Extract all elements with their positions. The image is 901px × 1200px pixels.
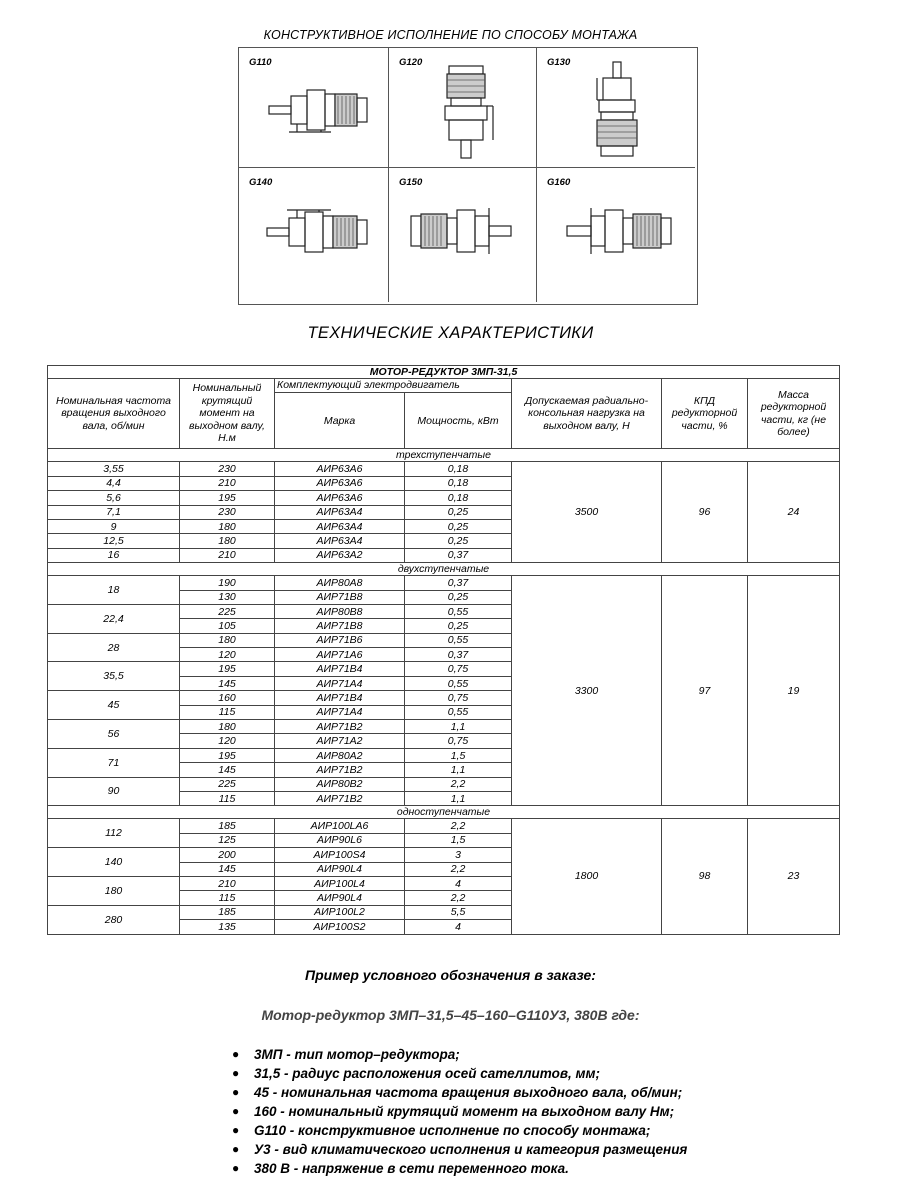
torque-cell: 210 [180,548,275,562]
torque-cell: 160 [180,691,275,705]
motor-power-cell: 0,55 [405,705,512,719]
motor-brand-cell: АИР63А4 [275,534,405,548]
motor-brand-cell: АИР71А6 [275,648,405,662]
gearmotor-shaft-up-icon [537,48,695,168]
stage-label: трехступенчатые [48,449,840,462]
motor-brand-cell: АИР71В2 [275,720,405,734]
header-mass: Масса редукторной части, кг (не более) [748,379,840,449]
motor-power-cell: 0,25 [405,505,512,519]
torque-cell: 145 [180,676,275,690]
header-brand: Марка [275,393,405,449]
motor-brand-cell: АИР90L6 [275,833,405,847]
torque-cell: 145 [180,763,275,777]
variant-code: G140 [249,177,273,188]
stage-label: одноступенчатые [48,806,840,819]
motor-power-cell: 0,75 [405,662,512,676]
motor-power-cell: 0,37 [405,576,512,590]
motor-power-cell: 0,37 [405,548,512,562]
stage-row [48,806,840,819]
torque-cell: 185 [180,819,275,833]
mounting-variant-g150 [389,168,537,302]
motor-power-cell: 0,55 [405,676,512,690]
motor-brand-cell: АИР71А4 [275,705,405,719]
motor-power-cell: 0,25 [405,590,512,604]
bullet-icon: ● [232,1104,240,1118]
gearmotor-foot-mount-icon [239,48,389,168]
motor-brand-cell: АИР100S2 [275,920,405,934]
motor-brand-cell: АИР63А2 [275,548,405,562]
legend-item: ● 380 В - напряжение в сети переменного тока. [232,1161,569,1176]
tech-title: ТЕХНИЧЕСКИЕ ХАРАКТЕРИСТИКИ [307,324,594,342]
freq-cell: 22,4 [48,604,180,633]
torque-cell: 180 [180,534,275,548]
load-cell: 3500 [512,462,662,563]
motor-power-cell: 5,5 [405,905,512,919]
table-title: МОТОР-РЕДУКТОР 3МП-31,5 [48,366,840,379]
variant-code: G160 [547,177,571,188]
table-row [48,819,840,833]
bullet-icon: ● [232,1047,240,1061]
header-torque: Номинальный крутящий момент на выходном валу, Н.м [180,379,275,449]
torque-cell: 230 [180,462,275,476]
torque-cell: 120 [180,734,275,748]
variant-code: G120 [399,57,423,68]
bullet-icon: ● [232,1123,240,1137]
motor-power-cell: 0,25 [405,619,512,633]
motor-brand-cell: АИР100L4 [275,876,405,890]
motor-brand-cell: АИР71В8 [275,619,405,633]
motor-power-cell: 0,25 [405,534,512,548]
motor-brand-cell: АИР80В2 [275,777,405,791]
gearmotor-shaft-down-icon [389,48,537,168]
freq-cell: 180 [48,876,180,905]
torque-cell: 225 [180,604,275,618]
motor-brand-cell: АИР100LА6 [275,819,405,833]
motor-power-cell: 0,75 [405,734,512,748]
motor-brand-cell: АИР71В2 [275,763,405,777]
motor-brand-cell: АИР63А6 [275,462,405,476]
stage-row [48,563,840,576]
torque-cell: 125 [180,833,275,847]
motor-power-cell: 0,18 [405,462,512,476]
torque-cell: 180 [180,633,275,647]
torque-cell: 200 [180,848,275,862]
motor-brand-cell: АИР71В2 [275,791,405,805]
header-motor: Комплектующий электродвигатель [275,379,512,393]
mass-cell: 19 [748,576,840,806]
torque-cell: 195 [180,662,275,676]
motor-power-cell: 1,5 [405,833,512,847]
legend-item: ● 160 - номинальный крутящий момент на выходном валу Нм; [232,1104,675,1119]
motor-brand-cell: АИР71А2 [275,734,405,748]
efficiency-cell: 97 [662,576,748,806]
torque-cell: 210 [180,476,275,490]
freq-cell: 7,1 [48,505,180,519]
motor-power-cell: 1,5 [405,748,512,762]
torque-cell: 120 [180,648,275,662]
torque-cell: 185 [180,905,275,919]
variant-code: G130 [547,57,571,68]
gearmotor-foot-mount-icon [239,168,389,302]
spec-table [47,365,840,935]
freq-cell: 5,6 [48,491,180,505]
motor-power-cell: 0,55 [405,633,512,647]
bullet-icon: ● [232,1066,240,1080]
legend-item: ● 31,5 - радиус расположения осей сателлитов, мм; [232,1066,600,1081]
torque-cell: 105 [180,619,275,633]
load-cell: 3300 [512,576,662,806]
torque-cell: 195 [180,491,275,505]
freq-cell: 4,4 [48,476,180,490]
bullet-icon: ● [232,1085,240,1099]
motor-power-cell: 2,2 [405,819,512,833]
legend-item: ● 45 - номинальная частота вращения выходного вала, об/мин; [232,1085,683,1100]
motor-brand-cell: АИР100L2 [275,905,405,919]
motor-power-cell: 0,25 [405,519,512,533]
mounting-variant-g130 [537,48,695,168]
motor-power-cell: 0,55 [405,604,512,618]
motor-brand-cell: АИР71А4 [275,676,405,690]
freq-cell: 28 [48,633,180,662]
header-freq: Номинальная частота вращения выходного вала, об/мин [48,379,180,449]
legend-item: ● 3МП - тип мотор–редуктора; [232,1047,460,1062]
header-eff: КПД редукторной части, % [662,379,748,449]
mass-cell: 23 [748,819,840,934]
motor-power-cell: 3 [405,848,512,862]
torque-cell: 115 [180,705,275,719]
variant-code: G110 [249,57,272,68]
header-load: Допускаемая радиально-консольная нагрузка на выходном валу, Н [512,379,662,449]
motor-brand-cell: АИР100S4 [275,848,405,862]
order-example: Мотор-редуктор 3МП–31,5–45–160–G110У3, 380В где: [261,1007,640,1023]
freq-cell: 45 [48,691,180,720]
torque-cell: 195 [180,748,275,762]
stage-label: двухступенчатые [48,563,840,576]
variant-code: G150 [399,177,423,188]
freq-cell: 140 [48,848,180,877]
torque-cell: 190 [180,576,275,590]
motor-power-cell: 2,2 [405,862,512,876]
motor-brand-cell: АИР63А4 [275,505,405,519]
mounting-variant-g160 [537,168,695,302]
freq-cell: 90 [48,777,180,806]
torque-cell: 180 [180,519,275,533]
mounting-title: КОНСТРУКТИВНОЕ ИСПОЛНЕНИЕ ПО СПОСОБУ МОНТАЖА [263,28,638,42]
order-title: Пример условного обозначения в заказе: [305,967,596,983]
mounting-variant-g110 [239,48,389,168]
legend-item: ● У3 - вид климатического исполнения и категория размещения [232,1142,688,1157]
motor-brand-cell: АИР80А8 [275,576,405,590]
motor-brand-cell: АИР71В4 [275,662,405,676]
mounting-variants-grid [238,47,698,305]
torque-cell: 115 [180,791,275,805]
torque-cell: 130 [180,590,275,604]
motor-brand-cell: АИР90L4 [275,862,405,876]
torque-cell: 210 [180,876,275,890]
table-row [48,576,840,590]
torque-cell: 135 [180,920,275,934]
freq-cell: 35,5 [48,662,180,691]
motor-brand-cell: АИР80В8 [275,604,405,618]
mass-cell: 24 [748,462,840,563]
gearmotor-flange-shaft-right-icon [389,168,537,302]
stage-row [48,449,840,462]
designation-legend [232,1045,687,1178]
torque-cell: 225 [180,777,275,791]
freq-cell: 112 [48,819,180,848]
motor-brand-cell: АИР71В4 [275,691,405,705]
torque-cell: 115 [180,891,275,905]
load-cell: 1800 [512,819,662,934]
motor-brand-cell: АИР71В6 [275,633,405,647]
motor-power-cell: 2,2 [405,777,512,791]
gearmotor-flange-shaft-left-icon [537,168,695,302]
freq-cell: 3,55 [48,462,180,476]
motor-brand-cell: АИР63А6 [275,491,405,505]
freq-cell: 9 [48,519,180,533]
spec-table-body [48,449,840,934]
motor-power-cell: 1,1 [405,763,512,777]
freq-cell: 12,5 [48,534,180,548]
motor-power-cell: 0,75 [405,691,512,705]
torque-cell: 180 [180,720,275,734]
bullet-icon: ● [232,1142,240,1156]
motor-power-cell: 2,2 [405,891,512,905]
mounting-variant-g120 [389,48,537,168]
freq-cell: 18 [48,576,180,605]
motor-brand-cell: АИР63А6 [275,476,405,490]
motor-power-cell: 0,18 [405,476,512,490]
motor-power-cell: 0,37 [405,648,512,662]
motor-power-cell: 0,18 [405,491,512,505]
motor-brand-cell: АИР71В8 [275,590,405,604]
freq-cell: 280 [48,905,180,934]
legend-item: ● G110 - конструктивное исполнение по способу монтажа; [232,1123,651,1138]
table-row [48,462,840,476]
motor-brand-cell: АИР80А2 [275,748,405,762]
motor-power-cell: 4 [405,876,512,890]
motor-power-cell: 1,1 [405,791,512,805]
motor-brand-cell: АИР90L4 [275,891,405,905]
motor-brand-cell: АИР63А4 [275,519,405,533]
motor-power-cell: 4 [405,920,512,934]
torque-cell: 230 [180,505,275,519]
motor-power-cell: 1,1 [405,720,512,734]
efficiency-cell: 98 [662,819,748,934]
mounting-variant-g140 [239,168,389,302]
efficiency-cell: 96 [662,462,748,563]
freq-cell: 71 [48,748,180,777]
freq-cell: 56 [48,720,180,749]
freq-cell: 16 [48,548,180,562]
bullet-icon: ● [232,1161,240,1175]
torque-cell: 145 [180,862,275,876]
header-power: Мощность, кВт [405,393,512,449]
